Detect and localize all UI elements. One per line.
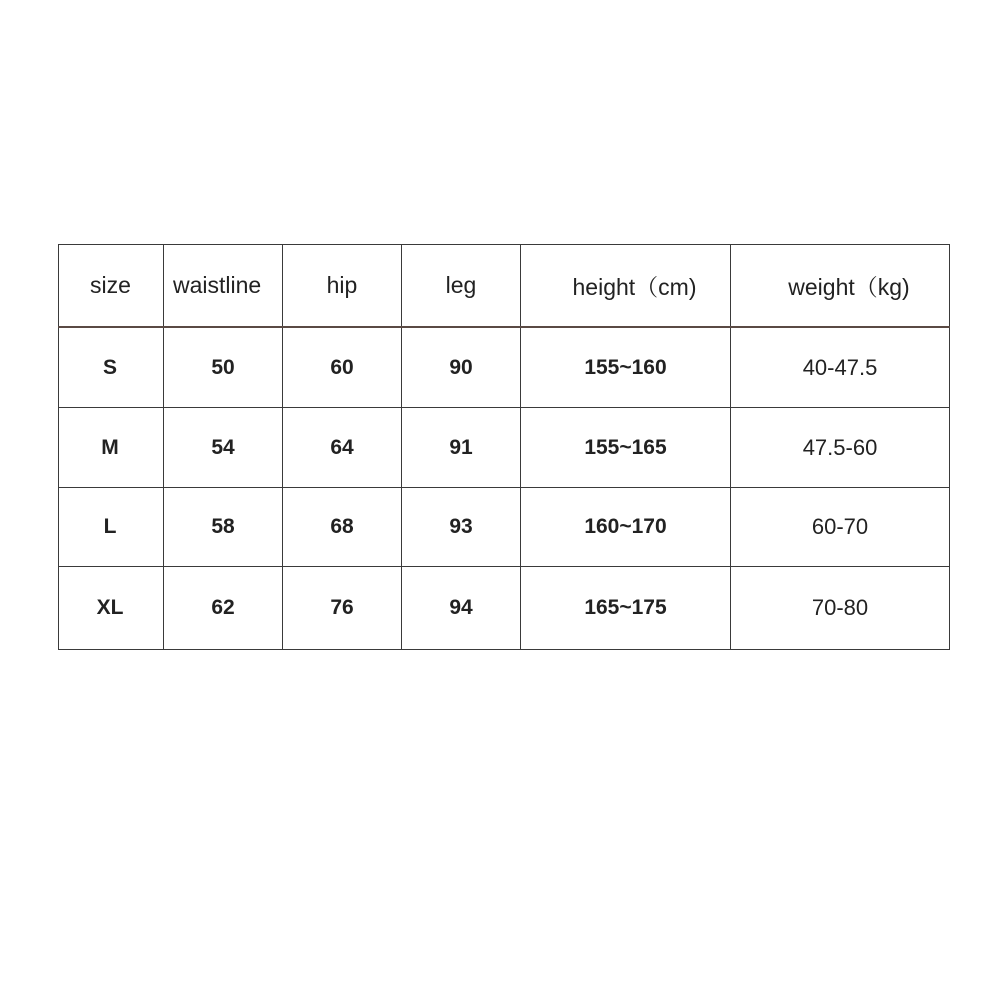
cell-waistline: 58 xyxy=(164,488,283,567)
cell-weight: 40-47.5 xyxy=(731,327,950,408)
cell-leg: 91 xyxy=(402,408,521,488)
cell-height: 160~170 xyxy=(521,488,731,567)
cell-leg: 94 xyxy=(402,567,521,650)
cell-weight: 70-80 xyxy=(731,567,950,650)
cell-hip: 68 xyxy=(283,488,402,567)
cell-waistline: 62 xyxy=(164,567,283,650)
cell-hip: 64 xyxy=(283,408,402,488)
table-body xyxy=(59,327,950,650)
table-row xyxy=(59,567,950,650)
cell-hip: 76 xyxy=(283,567,402,650)
cell-leg: 90 xyxy=(402,327,521,408)
table-row xyxy=(59,327,950,408)
cell-waistline: 54 xyxy=(164,408,283,488)
table-row xyxy=(59,488,950,567)
table-row xyxy=(59,408,950,488)
cell-size: XL xyxy=(59,567,164,650)
cell-height: 165~175 xyxy=(521,567,731,650)
cell-weight: 47.5-60 xyxy=(731,408,950,488)
cell-size: L xyxy=(59,488,164,567)
cell-height: 155~165 xyxy=(521,408,731,488)
header-waistline: waistline xyxy=(164,245,283,328)
header-leg: leg xyxy=(402,245,521,328)
cell-leg: 93 xyxy=(402,488,521,567)
cell-size: M xyxy=(59,408,164,488)
header-size: size xyxy=(59,245,164,328)
header-row xyxy=(59,245,950,328)
cell-weight: 60-70 xyxy=(731,488,950,567)
cell-height: 155~160 xyxy=(521,327,731,408)
table-header xyxy=(59,245,950,328)
header-height: height（cm) xyxy=(521,245,731,328)
cell-size: S xyxy=(59,327,164,408)
header-weight: weight（kg) xyxy=(731,245,950,328)
cell-waistline: 50 xyxy=(164,327,283,408)
cell-hip: 60 xyxy=(283,327,402,408)
header-hip: hip xyxy=(283,245,402,328)
size-chart-table xyxy=(58,244,950,650)
